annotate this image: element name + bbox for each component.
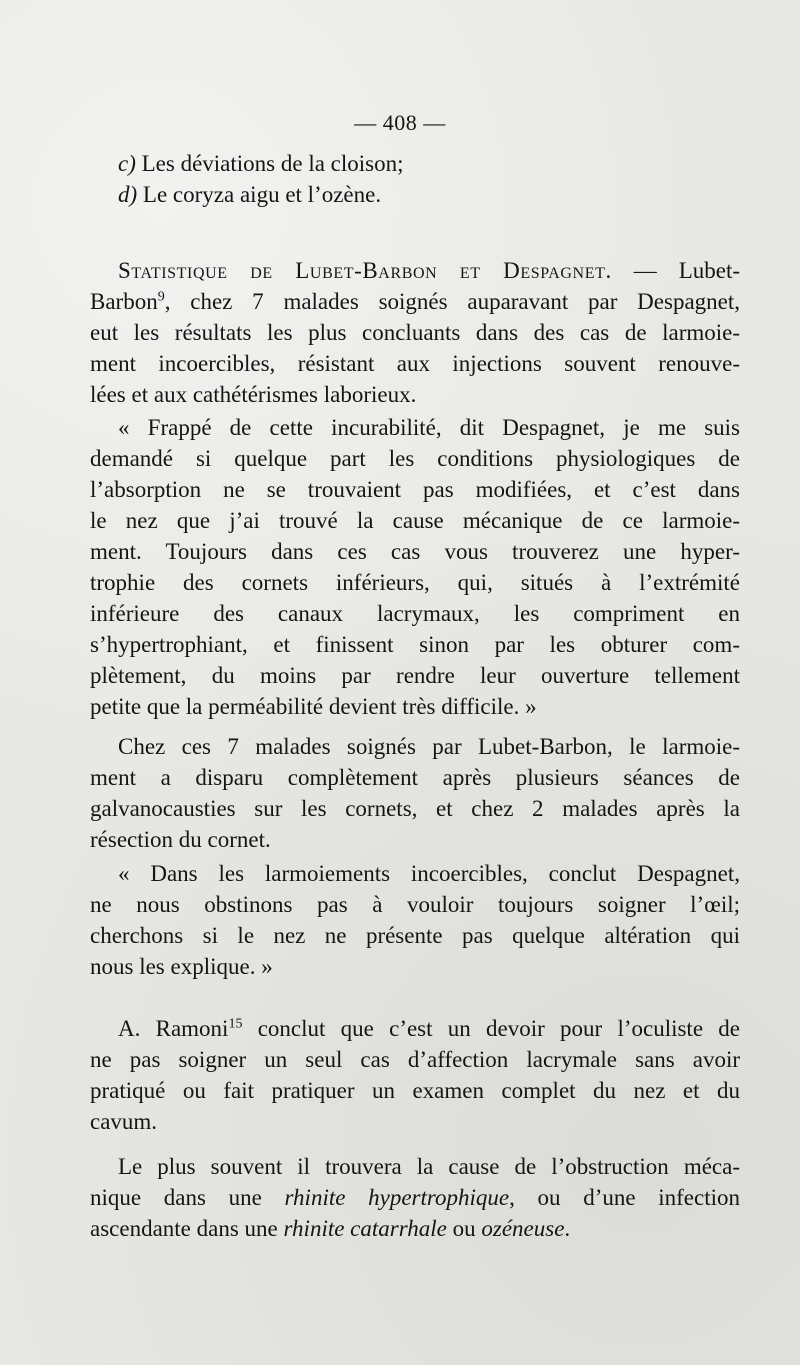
quote1-line-7: inférieure des canaux lacrymaux, les compriment en <box>90 601 740 626</box>
list-item-c <box>90 148 740 179</box>
final-line2-a: nique dans une <box>90 1185 285 1210</box>
result-line-4: résection du cornet. <box>90 827 271 852</box>
ramoni-line-3: pratiqué ou fait pratiquer un examen complet du nez et du <box>90 1078 740 1103</box>
quote1-line-8: s’hypertrophiant, et finissent sinon par les obturer com- <box>90 632 740 657</box>
statistics-line-3: eut les résultats les plus concluants dans des cas de larmoie- <box>90 320 740 345</box>
quote1-line-4: le nez que j’ai trouvé la cause mécanique de ce larmoie- <box>90 508 740 533</box>
final-line3-end: . <box>564 1216 571 1241</box>
reference-15: 15 <box>228 1016 243 1032</box>
statistics-line-2 <box>90 286 740 317</box>
statistics-paragraph <box>90 255 740 410</box>
result-line-2: ment a disparu complètement après plusieurs séances de <box>90 765 740 790</box>
quote2-line-1: « Dans les larmoiements incoercibles, conclut Despagnet, <box>118 861 740 886</box>
final-line-3 <box>90 1213 740 1244</box>
statistics-line-4: ment incoercibles, résistant aux injections souvent renouve- <box>90 351 740 376</box>
ramoni-line-2: ne pas soigner un seul cas d’affection lacrymale sans avoir <box>90 1047 740 1072</box>
statistics-line2-b: , chez 7 malades soignés auparavant par Despagnet, <box>164 289 740 314</box>
statistics-line1-tail: — Lubet- <box>611 258 741 283</box>
statistics-heading: Statistique de Lubet-Barbon et Despagnet. <box>118 258 612 283</box>
quote1-line-3: l’absorption ne se trouvaient pas modifiées, et c’est dans <box>90 477 740 502</box>
result-line-1: Chez ces 7 malades soignés par Lubet-Barbon, le larmoie- <box>118 734 740 759</box>
final-line-1: Le plus souvent il trouvera la cause de l’obstruction méca- <box>118 1154 740 1179</box>
list-text-d: Le coryza aigu et l’ozène. <box>142 182 382 207</box>
list-block <box>90 148 740 210</box>
quote1-line-2: demandé si quelque part les conditions physiologiques de <box>90 446 740 471</box>
quote1-line-10: petite que la perméabilité devient très difficile. » <box>90 694 537 719</box>
ramoni-line1-a: A. Ramoni <box>118 1016 229 1041</box>
quote1-line-6: trophie des cornets inférieurs, qui, situés à l’extrémité <box>90 570 740 595</box>
final-line3-mid: ou <box>446 1216 482 1241</box>
result-line-3: galvanocausties sur les cornets, et chez 2 malades après la <box>90 796 740 821</box>
final-line2-b: , ou d’une infection <box>509 1185 740 1210</box>
page-number: — 408 — <box>354 110 446 135</box>
ramoni-line1-b: conclut que c’est un devoir pour l’oculiste de <box>242 1016 740 1041</box>
list-item-d <box>90 179 740 210</box>
rhinite-hypertrophique-text: rhinite hypertrophique <box>284 1185 510 1210</box>
ozeneuse-text: ozéneuse <box>481 1216 565 1241</box>
quote1-line-1: « Frappé de cette incurabilité, dit Despagnet, je me suis <box>118 415 740 440</box>
rhinite-catarrhale-text: rhinite catarrhale <box>283 1216 447 1241</box>
result-paragraph <box>90 731 740 855</box>
reference-9: 9 <box>157 289 165 305</box>
ramoni-line-1 <box>90 1013 740 1044</box>
final-paragraph <box>90 1151 740 1244</box>
ramoni-paragraph <box>90 1013 740 1137</box>
quote1-line-5: ment. Toujours dans ces cas vous trouverez une hyper- <box>90 539 740 564</box>
list-label-d: d) <box>118 182 138 207</box>
ramoni-line-4: cavum. <box>90 1109 158 1134</box>
statistics-line-5: lées et aux cathétérismes laborieux. <box>90 382 417 407</box>
quote2-line-4: nous les explique. » <box>90 954 273 979</box>
statistics-line2-a: Barbon <box>90 289 158 314</box>
list-text-c: Les déviations de la cloison; <box>141 151 404 176</box>
quote1-line-9: plètement, du moins par rendre leur ouverture tellement <box>90 663 740 688</box>
list-label-c: c) <box>118 151 136 176</box>
final-line-2 <box>90 1182 740 1213</box>
final-line3-a: ascendante dans une <box>90 1216 284 1241</box>
quote-2-paragraph <box>90 858 740 982</box>
statistics-line-1 <box>90 255 740 286</box>
quote2-line-3: cherchons si le nez ne présente pas quelque altération qui <box>90 923 740 948</box>
quote-1-paragraph <box>90 412 740 722</box>
quote2-line-2: ne nous obstinons pas à vouloir toujours soigner l’œil; <box>90 892 740 917</box>
